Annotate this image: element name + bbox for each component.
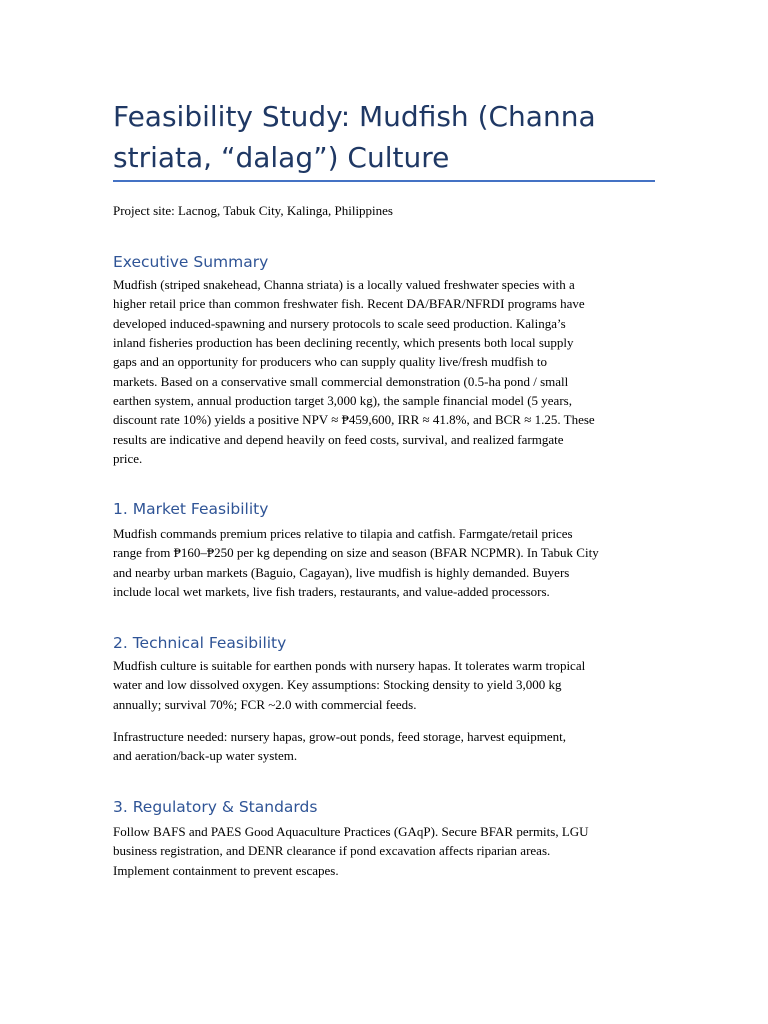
paragraph-line: price.	[113, 451, 143, 467]
executive-summary-paragraph	[113, 275, 649, 468]
market-feasibility-heading: 1. Market Feasibility	[113, 500, 269, 518]
paragraph-line: gaps and an opportunity for producers who can supply quality live/fresh mudfish to	[113, 354, 547, 370]
project-site: Project site: Lacnog, Tabuk City, Kalinga, Philippines	[113, 203, 393, 218]
paragraph-line: Infrastructure needed: nursery hapas, grow-out ponds, feed storage, harvest equipment,	[113, 729, 567, 744]
paragraph-line: discount rate 10%) yields a positive NPV ≈ ₱459,600, IRR ≈ 41.8%, and BCR ≈ 1.25. These	[113, 412, 595, 428]
paragraph-line: developed induced-spawning and nursery protocols to scale seed production. Kalinga’s	[113, 315, 566, 331]
executive-summary-heading: Executive Summary	[113, 253, 269, 271]
paragraph-line: Follow BAFS and PAES Good Aquaculture Practices (GAqP). Secure BFAR permits, LGU	[113, 824, 589, 839]
paragraph-line: earthen system, annual production target 3,000 kg), the sample financial model (5 years,	[113, 393, 572, 409]
paragraph-line: Mudfish culture is suitable for earthen ponds with nursery hapas. It tolerates warm tropical	[113, 658, 586, 673]
paragraph-line: Implement containment to prevent escapes.	[113, 862, 339, 878]
regulatory-paragraph	[113, 822, 649, 880]
technical-feasibility-heading: 2. Technical Feasibility	[113, 634, 287, 652]
paragraph-line: water and low dissolved oxygen. Key assumptions: Stocking density to yield 3,000 kg	[113, 677, 562, 693]
paragraph-line: higher retail price than common freshwater fish. Recent DA/BFAR/NFRDI programs have	[113, 296, 585, 312]
paragraph-line: and aeration/back-up water system.	[113, 748, 298, 764]
document-title: Feasibility Study: Mudfish (Channa striata, “dalag”) Culture	[113, 100, 596, 174]
infrastructure-paragraph	[113, 727, 649, 766]
technical-feasibility-paragraph	[113, 656, 649, 714]
paragraph-line: inland fisheries production has been declining recently, which presents both local supply	[113, 335, 574, 351]
paragraph-line: markets. Based on a conservative small commercial demonstration (0.5-ha pond / small	[113, 373, 569, 389]
regulatory-heading: 3. Regulatory & Standards	[113, 798, 318, 816]
paragraph-line: Mudfish commands premium prices relative to tilapia and catfish. Farmgate/retail prices	[113, 526, 573, 541]
paragraph-line: range from ₱160–₱250 per kg depending on size and season (BFAR NCPMR). In Tabuk City	[113, 545, 599, 561]
paragraph-line: and nearby urban markets (Baguio, Cagayan), live mudfish is highly demanded. Buyers	[113, 564, 570, 580]
paragraph-line: business registration, and DENR clearance if pond excavation affects riparian areas.	[113, 843, 551, 859]
paragraph-line: Mudfish (striped snakehead, Channa striata) is a locally valued freshwater species with a	[113, 277, 575, 292]
paragraph-line: annually; survival 70%; FCR ~2.0 with commercial feeds.	[113, 696, 417, 712]
title-divider	[113, 180, 655, 182]
paragraph-line: include local wet markets, live fish traders, restaurants, and value-added processors.	[113, 584, 550, 600]
paragraph-line: results are indicative and depend heavily on feed costs, survival, and realized farmgate	[113, 431, 564, 447]
market-feasibility-paragraph	[113, 524, 649, 601]
